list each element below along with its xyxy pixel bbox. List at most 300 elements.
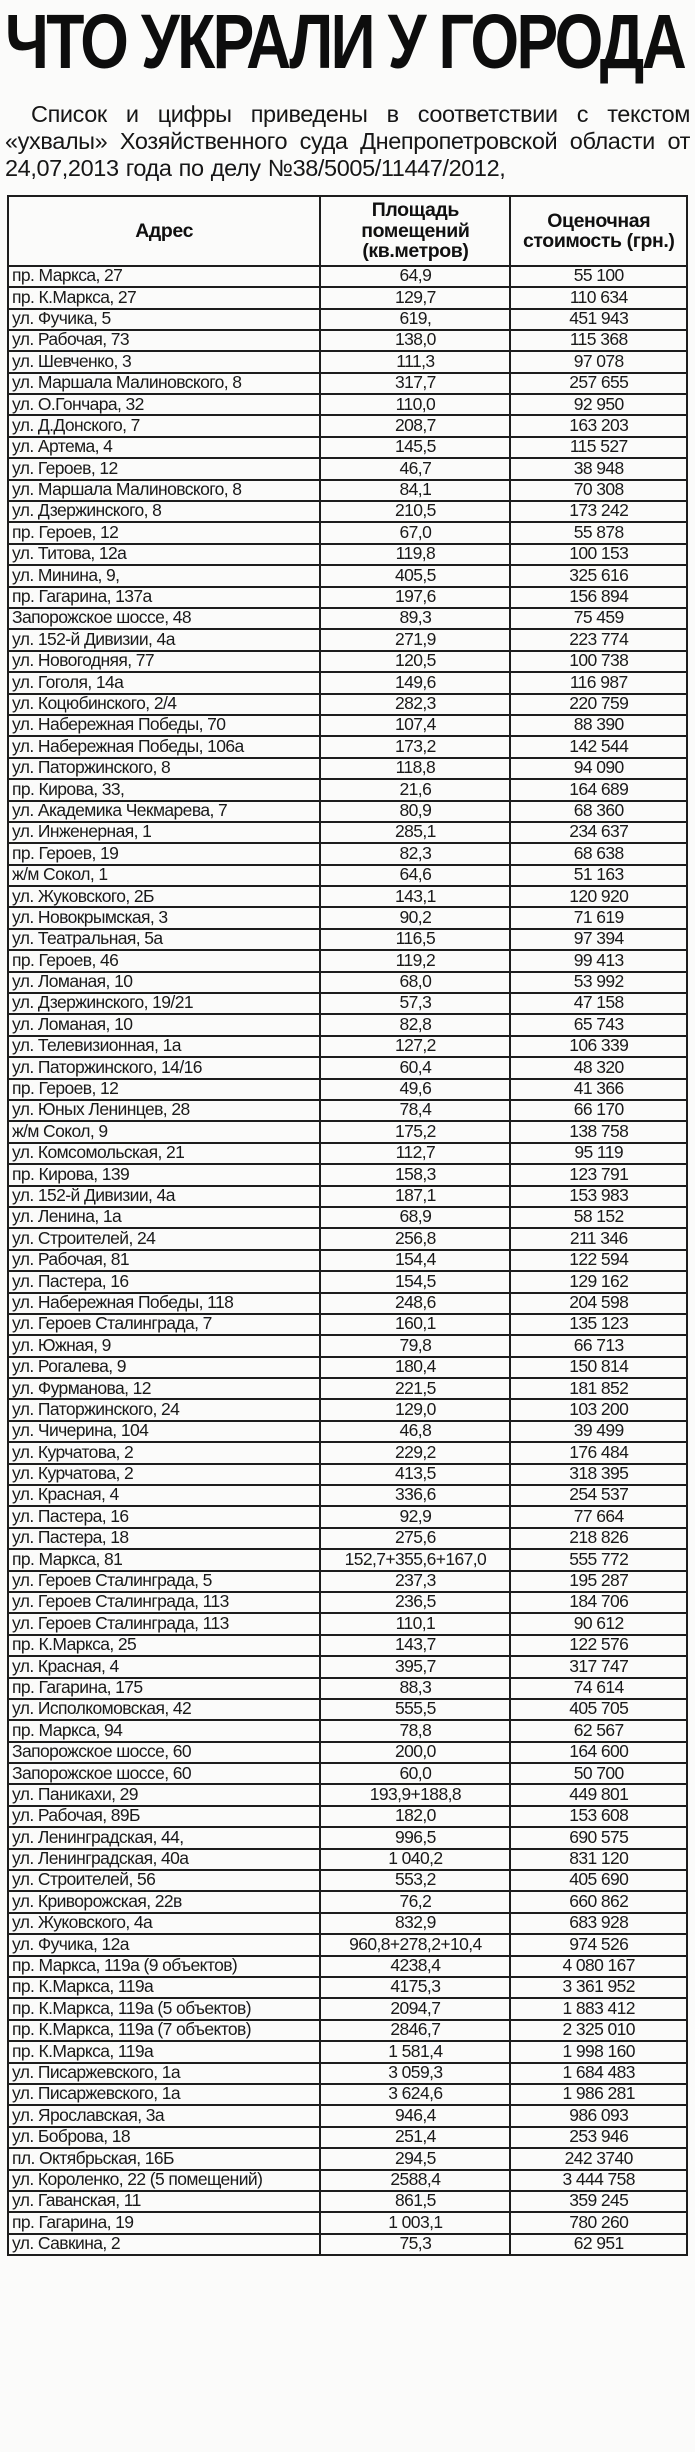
area-cell: 154,5 [320,1271,510,1292]
area-cell: 119,2 [320,950,510,971]
address-cell: ул. Новогодняя, 77 [8,651,320,672]
address-cell: ул. Рогалева, 9 [8,1357,320,1378]
table-row [8,544,687,565]
value-cell: 48 320 [510,1057,687,1078]
table-row [8,501,687,522]
table-row [8,694,687,715]
address-cell: ул. Пастера, 16 [8,1271,320,1292]
area-cell: 89,3 [320,608,510,629]
address-cell: ул. Криворожская, 22в [8,1891,320,1912]
area-cell: 251,4 [320,2127,510,2148]
address-cell: ул. Ленина, 1а [8,1207,320,1228]
table-row [8,1742,687,1763]
address-cell: ул. 152-й Дивизии, 4а [8,629,320,650]
table-body [8,266,687,2255]
address-cell: пр. К.Маркса, 119а (7 объектов) [8,2020,320,2041]
area-cell: 336,6 [320,1485,510,1506]
table-row [8,1635,687,1656]
table-row [8,2127,687,2148]
table-row [8,1271,687,1292]
area-cell: 1 581,4 [320,2041,510,2062]
area-cell: 395,7 [320,1656,510,1677]
area-cell: 2846,7 [320,2020,510,2041]
table-row [8,1293,687,1314]
area-cell: 129,7 [320,287,510,308]
page-title: ЧТО УКРАЛИ У ГОРОДА [5,0,685,86]
area-cell: 294,5 [320,2148,510,2169]
table-row [8,1399,687,1420]
address-cell: ул. О.Гончара, 32 [8,394,320,415]
address-cell: ул. Жуковского, 2Б [8,886,320,907]
value-cell: 1 883 412 [510,1998,687,2019]
address-cell: ул. Боброва, 18 [8,2127,320,2148]
address-cell: ул. Шевченко, 3 [8,351,320,372]
value-cell: 53 992 [510,972,687,993]
table-row [8,993,687,1014]
value-cell: 156 894 [510,587,687,608]
table-row [8,1763,687,1784]
table-row [8,565,687,586]
value-cell: 74 614 [510,1678,687,1699]
address-cell: пр. К.Маркса, 27 [8,287,320,308]
value-cell: 66 170 [510,1100,687,1121]
area-cell: 960,8+278,2+10,4 [320,1934,510,1955]
table-row [8,1528,687,1549]
table-row [8,1656,687,1677]
value-cell: 65 743 [510,1014,687,1035]
value-cell: 71 619 [510,907,687,928]
value-cell: 974 526 [510,1934,687,1955]
area-cell: 92,9 [320,1506,510,1527]
address-cell: ул. Гоголя, 14а [8,672,320,693]
value-cell: 50 700 [510,1763,687,1784]
table-row [8,587,687,608]
table-row [8,1485,687,1506]
value-cell: 690 575 [510,1827,687,1848]
table-row [8,1014,687,1035]
table-row [8,266,687,287]
area-cell: 78,4 [320,1100,510,1121]
table-row [8,1678,687,1699]
address-cell: ж/м Сокол, 1 [8,865,320,886]
table-row [8,629,687,650]
table-row [8,1592,687,1613]
value-cell: 211 346 [510,1228,687,1249]
value-cell: 38 948 [510,458,687,479]
address-cell: ул. Комсомольская, 21 [8,1143,320,1164]
address-cell: ул. Маршала Малиновского, 8 [8,480,320,501]
table-row [8,1314,687,1335]
table-row [8,1891,687,1912]
value-cell: 116 987 [510,672,687,693]
area-cell: 180,4 [320,1357,510,1378]
area-cell: 173,2 [320,736,510,757]
table-row [8,394,687,415]
table-row [8,1079,687,1100]
area-cell: 1 003,1 [320,2212,510,2233]
address-cell: ул. Короленко, 22 (5 помещений) [8,2170,320,2191]
area-cell: 187,1 [320,1186,510,1207]
area-cell: 221,5 [320,1378,510,1399]
address-cell: ул. Красная, 4 [8,1485,320,1506]
address-cell: пр. К.Маркса, 119а (5 объектов) [8,1998,320,2019]
value-cell: 97 394 [510,929,687,950]
table-row [8,1549,687,1570]
table-row [8,2063,687,2084]
area-cell: 208,7 [320,415,510,436]
address-cell: пр. Гагарина, 137а [8,587,320,608]
area-cell: 996,5 [320,1827,510,1848]
address-cell: Запорожское шоссе, 60 [8,1763,320,1784]
area-cell: 405,5 [320,565,510,586]
value-cell: 47 158 [510,993,687,1014]
address-cell: ул. Набережная Победы, 70 [8,715,320,736]
area-cell: 210,5 [320,501,510,522]
value-cell: 68 360 [510,801,687,822]
area-cell: 143,7 [320,1635,510,1656]
table-row [8,1100,687,1121]
value-cell: 223 774 [510,629,687,650]
table-row [8,2084,687,2105]
value-cell: 90 612 [510,1613,687,1634]
value-cell: 70 308 [510,480,687,501]
area-cell: 2094,7 [320,1998,510,2019]
table-row [8,2105,687,2126]
address-cell: ул. Титова, 12а [8,544,320,565]
table-row [8,1357,687,1378]
value-cell: 318 395 [510,1464,687,1485]
area-cell: 197,6 [320,587,510,608]
table-row [8,373,687,394]
table-row [8,480,687,501]
area-cell: 182,0 [320,1806,510,1827]
value-cell: 449 801 [510,1784,687,1805]
area-cell: 84,1 [320,480,510,501]
value-cell: 77 664 [510,1506,687,1527]
address-cell: ул. Минина, 9, [8,565,320,586]
area-cell: 832,9 [320,1913,510,1934]
value-cell: 75 459 [510,608,687,629]
table-row [8,1036,687,1057]
area-cell: 82,8 [320,1014,510,1035]
area-cell: 119,8 [320,544,510,565]
table-row [8,351,687,372]
address-cell: пр. Гагарина, 175 [8,1678,320,1699]
address-cell: ул. Новокрымская, 3 [8,907,320,928]
area-cell: 285,1 [320,822,510,843]
area-cell: 57,3 [320,993,510,1014]
column-header-area: Площадь помещений (кв.метров) [320,196,510,265]
area-cell: 138,0 [320,330,510,351]
value-cell: 41 366 [510,1079,687,1100]
value-cell: 39 499 [510,1421,687,1442]
table-row [8,415,687,436]
table-row [8,929,687,950]
area-cell: 118,8 [320,758,510,779]
address-cell: ул. Фучика, 12а [8,1934,320,1955]
table-row [8,843,687,864]
area-cell: 154,4 [320,1250,510,1271]
table-row [8,715,687,736]
table-row [8,608,687,629]
value-cell: 555 772 [510,1549,687,1570]
table-row [8,1977,687,1998]
value-cell: 163 203 [510,415,687,436]
table-row [8,736,687,757]
address-cell: ул. Писаржевского, 1а [8,2084,320,2105]
value-cell: 451 943 [510,309,687,330]
table-row [8,1442,687,1463]
address-cell: ул. Рабочая, 89Б [8,1806,320,1827]
address-cell: ул. Рабочая, 81 [8,1250,320,1271]
value-cell: 176 484 [510,1442,687,1463]
area-cell: 413,5 [320,1464,510,1485]
table-row [8,2020,687,2041]
intro-paragraph: Список и цифры приведены в соответствии с текстом «ухвалы» Хозяйственного суда Днепропетровской области от 24,07,2013 года по делу №38/5005/11447/2012, [5,101,690,181]
address-cell: ул. Инженерная, 1 [8,822,320,843]
address-cell: пр. К.Маркса, 25 [8,1635,320,1656]
value-cell: 62 567 [510,1720,687,1741]
address-cell: ул. Героев Сталинграда, 113 [8,1613,320,1634]
address-cell: пр. К.Маркса, 119а [8,2041,320,2062]
table-row [8,1849,687,1870]
address-cell: ул. Академика Чекмарева, 7 [8,801,320,822]
value-cell: 1 986 281 [510,2084,687,2105]
value-cell: 204 598 [510,1293,687,1314]
value-cell: 110 634 [510,287,687,308]
area-cell: 112,7 [320,1143,510,1164]
address-cell: ул. Курчатова, 2 [8,1464,320,1485]
address-cell: ул. Дзержинского, 8 [8,501,320,522]
value-cell: 94 090 [510,758,687,779]
area-cell: 64,9 [320,266,510,287]
address-cell: пр. Героев, 12 [8,522,320,543]
value-cell: 325 616 [510,565,687,586]
address-cell: ул. Паникахи, 29 [8,1784,320,1805]
value-cell: 164 689 [510,779,687,800]
area-cell: 116,5 [320,929,510,950]
address-cell: ул. Д.Донского, 7 [8,415,320,436]
area-cell: 68,0 [320,972,510,993]
table-row [8,865,687,886]
value-cell: 100 738 [510,651,687,672]
property-table [7,195,688,2256]
value-cell: 153 608 [510,1806,687,1827]
value-cell: 106 339 [510,1036,687,1057]
area-cell: 80,9 [320,801,510,822]
value-cell: 164 600 [510,1742,687,1763]
area-cell: 79,8 [320,1335,510,1356]
area-cell: 67,0 [320,522,510,543]
area-cell: 861,5 [320,2191,510,2212]
address-cell: пр. Героев, 12 [8,1079,320,1100]
address-cell: ул. Героев Сталинграда, 7 [8,1314,320,1335]
value-cell: 115 527 [510,437,687,458]
address-cell: пр. Маркса, 81 [8,1549,320,1570]
address-cell: пр. Героев, 19 [8,843,320,864]
value-cell: 184 706 [510,1592,687,1613]
value-cell: 122 576 [510,1635,687,1656]
table-row [8,1335,687,1356]
table-row [8,1613,687,1634]
address-cell: ул. Паторжинского, 14/16 [8,1057,320,1078]
area-cell: 553,2 [320,1870,510,1891]
table-row [8,1571,687,1592]
table-header [8,196,687,265]
address-cell: пр. Маркса, 94 [8,1720,320,1741]
area-cell: 75,3 [320,2234,510,2255]
area-cell: 555,5 [320,1699,510,1720]
column-header-value: Оценочная стоимость (грн.) [510,196,687,265]
value-cell: 97 078 [510,351,687,372]
area-cell: 68,9 [320,1207,510,1228]
address-cell: Запорожское шоссе, 48 [8,608,320,629]
table-row [8,1464,687,1485]
value-cell: 257 655 [510,373,687,394]
value-cell: 405 690 [510,1870,687,1891]
value-cell: 120 920 [510,886,687,907]
table-row [8,2191,687,2212]
area-cell: 1 040,2 [320,1849,510,1870]
area-cell: 107,4 [320,715,510,736]
table-row [8,2170,687,2191]
value-cell: 150 814 [510,1357,687,1378]
value-cell: 683 928 [510,1913,687,1934]
table-row [8,1164,687,1185]
value-cell: 1 684 483 [510,2063,687,2084]
value-cell: 986 093 [510,2105,687,2126]
area-cell: 82,3 [320,843,510,864]
table-row [8,1998,687,2019]
table-row [8,886,687,907]
area-cell: 282,3 [320,694,510,715]
area-cell: 143,1 [320,886,510,907]
address-cell: ул. Южная, 9 [8,1335,320,1356]
value-cell: 780 260 [510,2212,687,2233]
address-cell: ул. Писаржевского, 1а [8,2063,320,2084]
table-row [8,330,687,351]
value-cell: 92 950 [510,394,687,415]
value-cell: 660 862 [510,1891,687,1912]
address-cell: ул. Паторжинского, 8 [8,758,320,779]
address-cell: ул. Героев, 12 [8,458,320,479]
value-cell: 2 325 010 [510,2020,687,2041]
area-cell: 88,3 [320,1678,510,1699]
value-cell: 181 852 [510,1378,687,1399]
table-row [8,1827,687,1848]
area-cell: 2588,4 [320,2170,510,2191]
area-cell: 256,8 [320,1228,510,1249]
address-cell: ж/м Сокол, 9 [8,1121,320,1142]
value-cell: 405 705 [510,1699,687,1720]
area-cell: 275,6 [320,1528,510,1549]
value-cell: 3 444 758 [510,2170,687,2191]
table-row [8,1784,687,1805]
area-cell: 90,2 [320,907,510,928]
address-cell: ул. Ярославская, 3а [8,2105,320,2126]
address-cell: пр. Кирова, 139 [8,1164,320,1185]
table-row [8,1207,687,1228]
area-cell: 60,4 [320,1057,510,1078]
table-row [8,1378,687,1399]
table-row [8,437,687,458]
address-cell: ул. Строителей, 56 [8,1870,320,1891]
address-cell: ул. Дзержинского, 19/21 [8,993,320,1014]
table-row [8,2234,687,2255]
area-cell: 21,6 [320,779,510,800]
table-row [8,522,687,543]
area-cell: 160,1 [320,1314,510,1335]
address-cell: ул. Набережная Победы, 106а [8,736,320,757]
address-cell: ул. Жуковского, 4а [8,1913,320,1934]
address-cell: ул. Артема, 4 [8,437,320,458]
table-row [8,907,687,928]
value-cell: 66 713 [510,1335,687,1356]
address-cell: ул. Исполкомовская, 42 [8,1699,320,1720]
address-cell: ул. Паторжинского, 24 [8,1399,320,1420]
address-cell: пр. Маркса, 119а (9 объектов) [8,1956,320,1977]
value-cell: 317 747 [510,1656,687,1677]
value-cell: 122 594 [510,1250,687,1271]
table-row [8,1228,687,1249]
area-cell: 120,5 [320,651,510,672]
area-cell: 152,7+355,6+167,0 [320,1549,510,1570]
area-cell: 271,9 [320,629,510,650]
address-cell: пр. Маркса, 27 [8,266,320,287]
table-row [8,1421,687,1442]
table-row [8,2041,687,2062]
value-cell: 3 361 952 [510,1977,687,1998]
area-cell: 236,5 [320,1592,510,1613]
address-cell: ул. Строителей, 24 [8,1228,320,1249]
area-cell: 46,8 [320,1421,510,1442]
table-row [8,672,687,693]
area-cell: 248,6 [320,1293,510,1314]
address-cell: пр. К.Маркса, 119а [8,1977,320,1998]
value-cell: 153 983 [510,1186,687,1207]
area-cell: 4238,4 [320,1956,510,1977]
table-row [8,1506,687,1527]
address-cell: ул. Театральная, 5а [8,929,320,950]
value-cell: 95 119 [510,1143,687,1164]
value-cell: 55 100 [510,266,687,287]
value-cell: 99 413 [510,950,687,971]
value-cell: 103 200 [510,1399,687,1420]
table-row [8,1699,687,1720]
area-cell: 111,3 [320,351,510,372]
table-row [8,822,687,843]
address-cell: пр. Кирова, 33, [8,779,320,800]
area-cell: 4175,3 [320,1977,510,1998]
table-row [8,1934,687,1955]
address-cell: ул. Гаванская, 11 [8,2191,320,2212]
address-cell: ул. Ленинградская, 40а [8,1849,320,1870]
table-row [8,1250,687,1271]
area-cell: 78,8 [320,1720,510,1741]
address-cell: ул. 152-й Дивизии, 4а [8,1186,320,1207]
value-cell: 242 3740 [510,2148,687,2169]
value-cell: 138 758 [510,1121,687,1142]
address-cell: ул. Героев Сталинграда, 5 [8,1571,320,1592]
value-cell: 115 368 [510,330,687,351]
value-cell: 195 287 [510,1571,687,1592]
table-row [8,950,687,971]
value-cell: 254 537 [510,1485,687,1506]
area-cell: 149,6 [320,672,510,693]
address-cell: ул. Ломаная, 10 [8,972,320,993]
value-cell: 123 791 [510,1164,687,1185]
area-cell: 129,0 [320,1399,510,1420]
